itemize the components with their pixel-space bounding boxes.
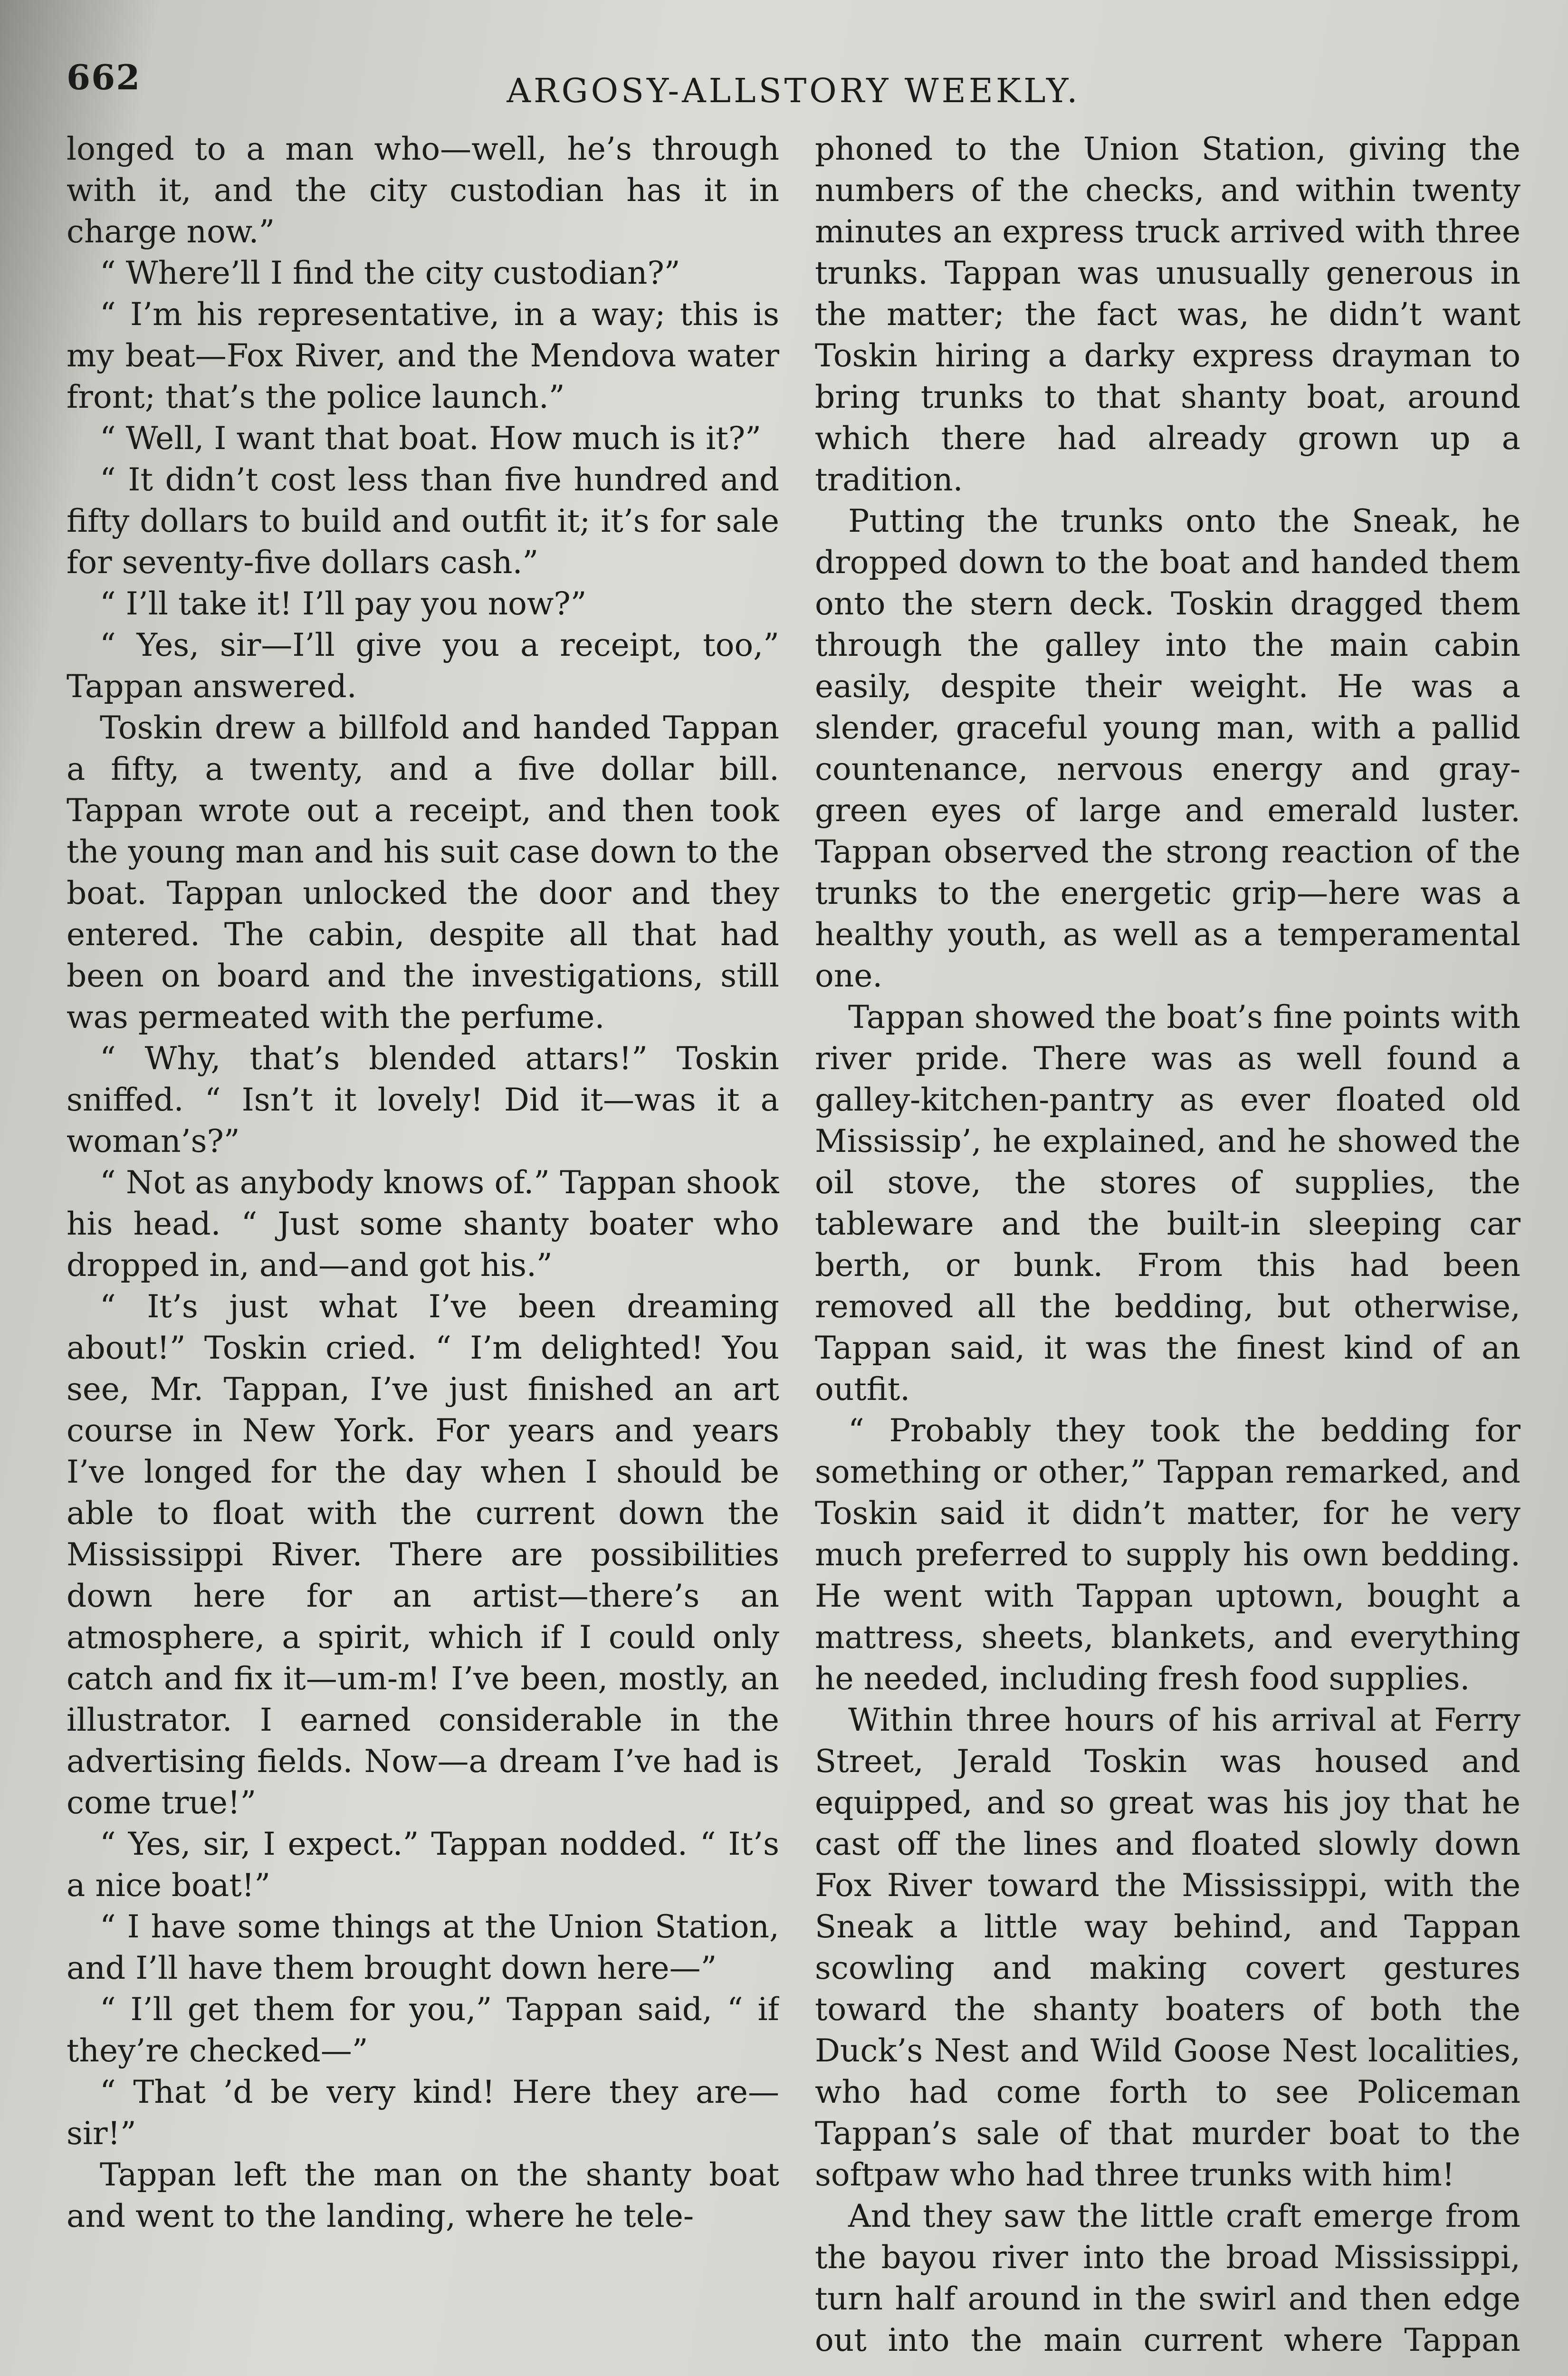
running-title: ARGOSY-ALLSTORY WEEKLY.	[507, 71, 1080, 110]
paragraph: And they saw the little craft emerge from the bayou river into the broad Mississippi, turn half around in the swirl and then edge out into the main current where Tappan	[815, 2198, 1520, 2358]
paragraph: “ Probably they took the bedding for something or other,” Tappan remarked, and Toskin said it didn’t matter, for he very much preferred to supply his own bedding. He went with Tappan uptown, bought a mattress, sheets, blankets, and everything he needed, including fresh food supplies.	[815, 1412, 1520, 1697]
text-columns	[67, 128, 1520, 2362]
paragraph: “ It didn’t cost less than five hundred and fifty dollars to build and outfit it; it’s for sale for seventy-five dollars cash.”	[67, 461, 779, 581]
paragraph: phoned to the Union Station, giving the numbers of the checks, and within twenty minutes an express truck arrived with three trunks. Tappan was unusually generous in the matter; the fact was, he didn’t want Toskin hiring a darky express drayman to bring trunks to that shanty boat, around which there had already grown up a tradition.	[815, 131, 1520, 498]
page-number: 662	[67, 57, 141, 97]
paragraph: Within three hours of his arrival at Ferry Street, Jerald Toskin was housed and equipped, and so great was his joy that he cast off the lines and floated slowly down Fox River toward the Mississippi, with the Sneak a little way behind, and Tappan scowling and making covert gestures toward the shanty boaters of both the Duck’s Nest and Wild Goose Nest localities, who had come forth to see Policeman Tappan’s sale of that murder boat to the softpaw who had three trunks with him!	[815, 1702, 1520, 2193]
paragraph: “ I’ll get them for you,” Tappan said, “ if they’re checked—”	[67, 1991, 779, 2069]
page-header	[67, 52, 1520, 128]
paragraph: “ That ’d be very kind! Here they are—sir!”	[67, 2074, 779, 2152]
paragraph: “ Not as anybody knows of.” Tappan shook his head. “ Just some shanty boater who dropped in, and—and got his.”	[67, 1164, 779, 1284]
paragraph: Toskin drew a billfold and handed Tappan a fifty, a twenty, and a five dollar bill. Tappan wrote out a receipt, and then took the young man and his suit case down to the boat. Tappan unlocked the door and they entered. The cabin, despite all that had been on board and the investigations, still was permeated with the perfume.	[67, 709, 779, 1035]
paragraph: “ Why, that’s blended attars!” Toskin sniffed. “ Isn’t it lovely! Did it—was it a woman’s?”	[67, 1040, 779, 1159]
paragraph: “ It’s just what I’ve been dreaming about!” Toskin cried. “ I’m delighted! You see, Mr. Tappan, I’ve just finished an art course in New York. For years and years I’ve longed for the day when I should be able to float with the current down the Mississippi River. There are possibilities down here for an artist—there’s an atmosphere, a spirit, which if I could only catch and fix it—um-m! I’ve been, mostly, an illustrator. I earned considerable in the advertising fields. Now—a dream I’ve had is come true!”	[67, 1288, 779, 1821]
paragraph: “ Well, I want that boat. How much is it?”	[100, 420, 762, 457]
paragraph: “ I have some things at the Union Station, and I’ll have them brought down here—”	[67, 1908, 779, 1986]
paragraph: Putting the trunks onto the Sneak, he dropped down to the boat and handed them onto the stern deck. Toskin dragged them through the galley into the main cabin easily, despite their weight. He was a slender, graceful young man, with a pallid countenance, nervous energy and gray-green eyes of large and emerald luster. Tappan observed the strong reaction of the trunks to the energetic grip—here was a healthy youth, as well as a temperamental one.	[815, 503, 1520, 994]
paragraph: Tappan left the man on the shanty boat and went to the landing, where he tele-	[67, 2156, 779, 2234]
paragraph: Tappan showed the boat’s fine points with river pride. There was as well found a galley-kitchen-pantry as ever floated old Mississip’, he explained, and he showed the oil stove, the stores of supplies, the tableware and the built-in sleeping car berth, or bunk. From this had been removed all the bedding, but otherwise, Tappan said, it was the finest kind of an outfit.	[815, 999, 1520, 1408]
right-column	[815, 128, 1520, 2362]
paragraph: “ Yes, sir—I’ll give you a receipt, too,” Tappan answered.	[67, 627, 779, 705]
paragraph: “ Where’ll I find the city custodian?”	[100, 255, 680, 291]
paragraph: longed to a man who—well, he’s through with it, and the city custodian has it in charge now.”	[67, 131, 779, 250]
paragraph: “ Yes, sir, I expect.” Tappan nodded. “ It’s a nice boat!”	[67, 1826, 779, 1904]
paragraph: “ I’m his representative, in a way; this is my beat—Fox River, and the Mendova water front; that’s the police launch.”	[67, 296, 779, 415]
paragraph: “ I’ll take it! I’ll pay you now?”	[100, 585, 587, 622]
left-column	[67, 128, 779, 2362]
